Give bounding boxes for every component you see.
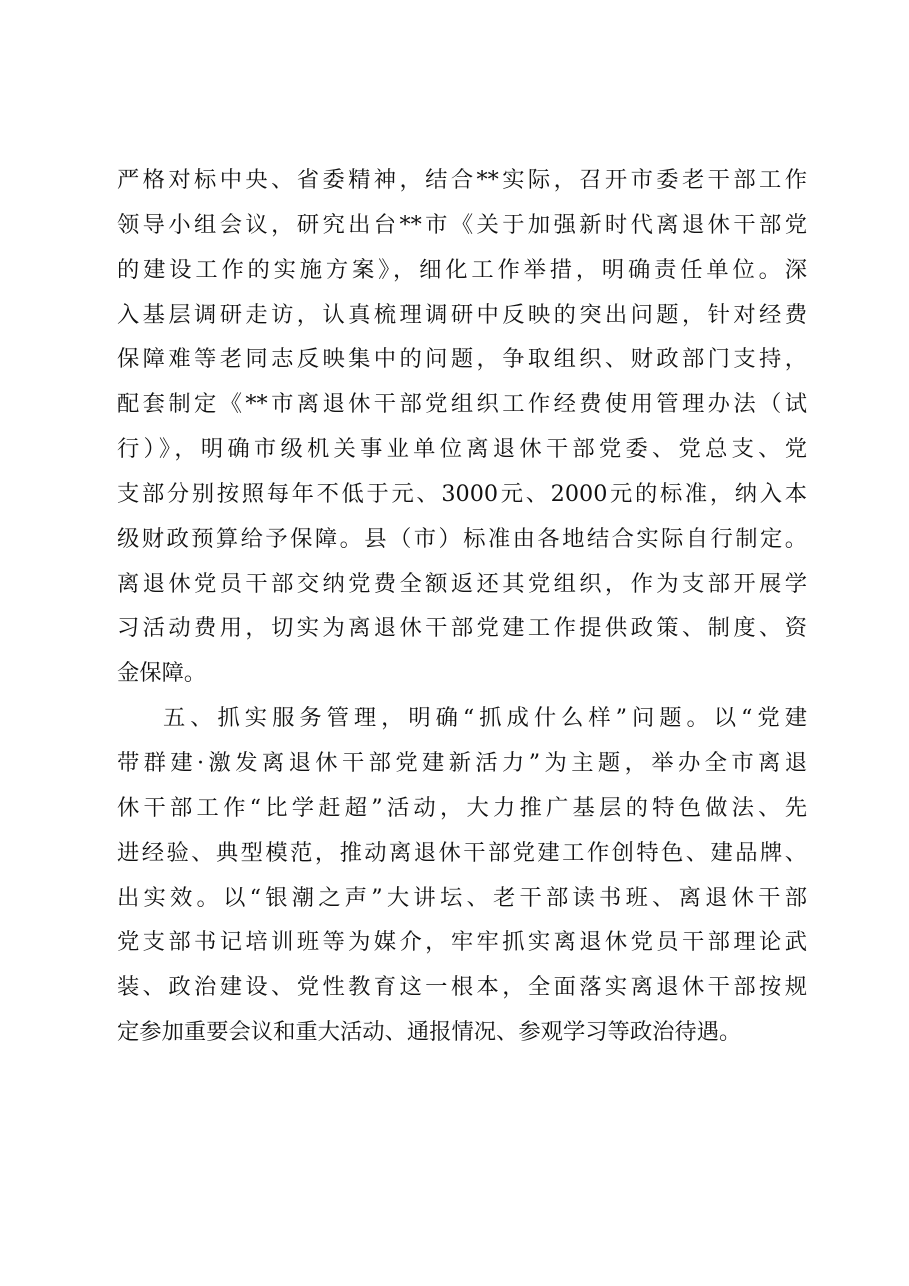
text-line: 严格对标中央、省委精神，结合**实际，召开市委老干部工作: [117, 167, 807, 193]
document-body: [117, 158, 807, 1055]
text-line: 保障难等老同志反映集中的问题，争取组织、财政部门支持，: [117, 346, 807, 373]
text-line: 入基层调研走访，认真梳理调研中反映的突出问题，针对经费: [117, 301, 807, 328]
text-line: 定参加重要会议和重大活动、通报情况、参观学习等政治待遇。: [117, 1019, 742, 1046]
text-line: 进经验、典型模范，推动离退休干部党建工作创特色、建品牌、: [117, 839, 807, 866]
text-line: 五、抓实服务管理，明确“抓成什么样”问题。以“党建: [163, 705, 807, 732]
text-line: 带群建·激发离退休干部党建新活力”为主题，举办全市离退: [117, 749, 807, 776]
paragraph-section-five: [117, 696, 807, 1055]
text-line: 支部分别按照每年不低于元、3000元、2000元的标准，纳入本: [117, 480, 807, 507]
text-line: 配套制定《**市离退休干部党组织工作经费使用管理办法（试: [117, 391, 807, 418]
text-line: 出实效。以“银潮之声”大讲坛、老干部读书班、离退休干部: [117, 884, 807, 911]
text-line: 党支部书记培训班等为媒介，牢牢抓实离退休党员干部理论武: [117, 929, 807, 956]
text-line: 领导小组会议，研究出台**市《关于加强新时代离退休干部党: [117, 211, 807, 238]
text-line: 行）》，明确市级机关事业单位离退休干部党委、党总支、党: [117, 436, 807, 463]
text-line: 习活动费用，切实为离退休干部党建工作提供政策、制度、资: [117, 615, 807, 642]
paragraph-continued: [117, 158, 807, 696]
text-line: 金保障。: [117, 660, 207, 687]
text-line: 休干部工作“比学赶超”活动，大力推广基层的特色做法、先: [117, 794, 807, 821]
text-line: 装、政治建设、党性教育这一根本，全面落实离退休干部按规: [117, 974, 807, 1001]
text-line: 离退休党员干部交纳党费全额返还其党组织，作为支部开展学: [117, 570, 807, 597]
text-line: 级财政预算给予保障。县（市）标准由各地结合实际自行制定。: [117, 525, 807, 552]
text-line: 的建设工作的实施方案》，细化工作举措，明确责任单位。深: [117, 256, 807, 283]
